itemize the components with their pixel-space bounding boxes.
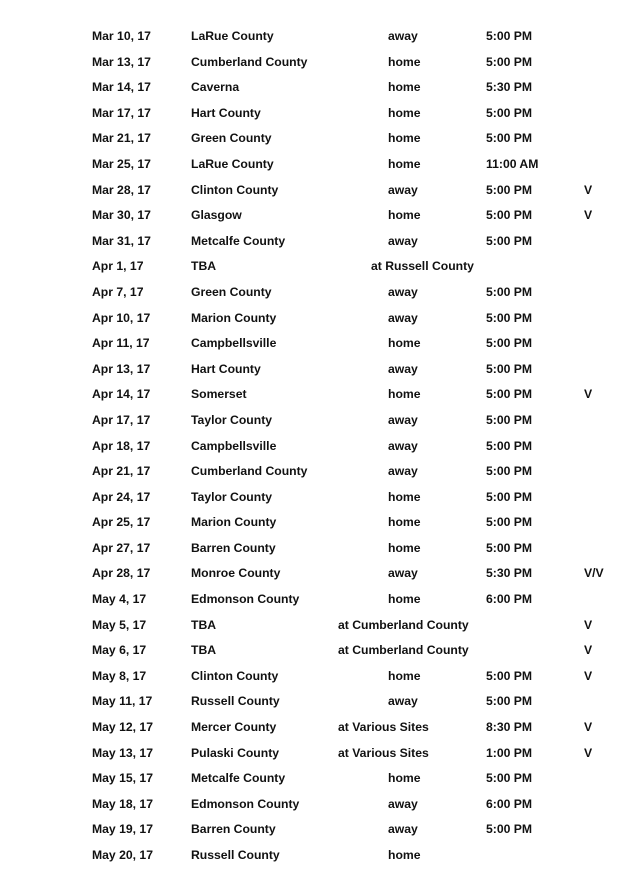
game-location: home xyxy=(388,156,421,171)
game-date: Mar 28, 17 xyxy=(92,182,151,197)
opponent-name: Campbellsville xyxy=(191,438,277,453)
opponent-name: Pulaski County xyxy=(191,745,280,760)
game-note: V xyxy=(584,643,593,658)
game-location: away xyxy=(388,796,418,811)
schedule-row xyxy=(0,178,640,204)
schedule-row xyxy=(0,24,640,50)
opponent-name: Cumberland County xyxy=(191,54,308,69)
game-date: May 13, 17 xyxy=(92,745,153,760)
game-date: May 20, 17 xyxy=(92,848,153,862)
schedule-row xyxy=(0,50,640,76)
schedule-row xyxy=(0,280,640,306)
game-date: Mar 10, 17 xyxy=(92,29,151,43)
game-location: home xyxy=(388,515,421,530)
schedule-row xyxy=(0,766,640,792)
opponent-name: Cumberland County xyxy=(191,464,308,479)
game-date: Apr 21, 17 xyxy=(92,464,151,479)
opponent-name: TBA xyxy=(191,259,217,274)
schedule-row xyxy=(0,306,640,332)
game-date: Mar 25, 17 xyxy=(92,156,151,171)
game-date: Apr 17, 17 xyxy=(92,412,151,427)
schedule-row xyxy=(0,664,640,690)
game-location: at Cumberland County xyxy=(338,643,469,658)
game-location: away xyxy=(388,412,418,427)
game-location: home xyxy=(388,592,421,607)
game-location: home xyxy=(388,336,421,351)
game-location: home xyxy=(388,387,421,402)
game-date: Mar 14, 17 xyxy=(92,80,151,95)
opponent-name: Somerset xyxy=(191,387,247,402)
opponent-name: Barren County xyxy=(191,540,276,555)
opponent-name: Barren County xyxy=(191,822,276,837)
opponent-name: Hart County xyxy=(191,105,261,120)
game-location: home xyxy=(388,771,421,786)
game-time: 5:00 PM xyxy=(486,310,533,325)
opponent-name: Marion County xyxy=(191,515,277,530)
game-date: Mar 13, 17 xyxy=(92,54,151,69)
game-date: May 12, 17 xyxy=(92,720,153,735)
schedule-row xyxy=(0,331,640,357)
game-note: V xyxy=(584,387,593,402)
game-date: Mar 30, 17 xyxy=(92,208,151,223)
game-time: 5:00 PM xyxy=(486,489,533,504)
opponent-name: Clinton County xyxy=(191,182,279,197)
game-note: V/V xyxy=(584,566,604,581)
schedule-row xyxy=(0,434,640,460)
schedule-row xyxy=(0,152,640,178)
opponent-name: Green County xyxy=(191,284,272,299)
game-date: Apr 24, 17 xyxy=(92,489,151,504)
game-time: 8:30 PM xyxy=(486,720,533,735)
schedule-row xyxy=(0,408,640,434)
game-note: V xyxy=(584,720,593,735)
game-location: home xyxy=(388,540,421,555)
game-location: at Russell County xyxy=(371,259,474,274)
game-note: V xyxy=(584,617,593,632)
schedule-row xyxy=(0,382,640,408)
schedule-row xyxy=(0,459,640,485)
game-time: 11:00 AM xyxy=(486,156,539,171)
opponent-name: TBA xyxy=(191,643,217,658)
game-date: May 11, 17 xyxy=(92,694,153,709)
game-date: Apr 7, 17 xyxy=(92,284,144,299)
game-date: May 15, 17 xyxy=(92,771,153,786)
game-time: 5:30 PM xyxy=(486,566,533,581)
game-location: away xyxy=(388,310,418,325)
game-date: Apr 1, 17 xyxy=(92,259,144,274)
opponent-name: LaRue County xyxy=(191,156,274,171)
game-date: Apr 14, 17 xyxy=(92,387,151,402)
opponent-name: Hart County xyxy=(191,361,261,376)
game-note: V xyxy=(584,745,593,760)
game-date: Mar 21, 17 xyxy=(92,131,151,146)
game-time: 5:30 PM xyxy=(486,80,533,95)
game-time: 5:00 PM xyxy=(486,131,533,146)
game-location: home xyxy=(388,848,421,862)
game-date: Apr 13, 17 xyxy=(92,361,151,376)
game-location: home xyxy=(388,54,421,69)
game-location: away xyxy=(388,233,418,248)
game-time: 6:00 PM xyxy=(486,592,533,607)
opponent-name: Mercer County xyxy=(191,720,277,735)
game-date: May 6, 17 xyxy=(92,643,147,658)
game-time: 5:00 PM xyxy=(486,182,533,197)
game-date: Apr 28, 17 xyxy=(92,566,151,581)
opponent-name: Edmonson County xyxy=(191,796,300,811)
game-time: 5:00 PM xyxy=(486,515,533,530)
game-time: 5:00 PM xyxy=(486,233,533,248)
opponent-name: Russell County xyxy=(191,694,280,709)
game-location: home xyxy=(388,668,421,683)
game-time: 1:00 PM xyxy=(486,745,533,760)
game-note: V xyxy=(584,668,593,683)
game-date: Apr 25, 17 xyxy=(92,515,151,530)
game-time: 5:00 PM xyxy=(486,668,533,683)
schedule-row xyxy=(0,817,640,843)
game-time: 5:00 PM xyxy=(486,464,533,479)
schedule-row xyxy=(0,101,640,127)
game-location: at Cumberland County xyxy=(338,617,469,632)
opponent-name: Clinton County xyxy=(191,668,279,683)
opponent-name: Green County xyxy=(191,131,272,146)
game-location: away xyxy=(388,182,418,197)
game-date: Apr 18, 17 xyxy=(92,438,151,453)
game-time: 6:00 PM xyxy=(486,796,533,811)
schedule-table xyxy=(0,24,640,869)
opponent-name: Marion County xyxy=(191,310,277,325)
schedule-row xyxy=(0,741,640,767)
game-date: May 4, 17 xyxy=(92,592,147,607)
opponent-name: Taylor County xyxy=(191,489,273,504)
game-time: 5:00 PM xyxy=(486,284,533,299)
game-time: 5:00 PM xyxy=(486,412,533,427)
game-location: home xyxy=(388,80,421,95)
game-time: 5:00 PM xyxy=(486,694,533,709)
opponent-name: LaRue County xyxy=(191,29,274,43)
schedule-row xyxy=(0,75,640,101)
opponent-name: Edmonson County xyxy=(191,592,300,607)
opponent-name: Russell County xyxy=(191,848,280,862)
game-time: 5:00 PM xyxy=(486,208,533,223)
game-date: Apr 27, 17 xyxy=(92,540,151,555)
game-location: at Various Sites xyxy=(338,745,429,760)
game-time: 5:00 PM xyxy=(486,822,533,837)
schedule-row xyxy=(0,613,640,639)
game-location: away xyxy=(388,361,418,376)
game-date: Apr 10, 17 xyxy=(92,310,151,325)
schedule-row xyxy=(0,561,640,587)
game-location: home xyxy=(388,131,421,146)
game-location: away xyxy=(388,694,418,709)
game-date: May 8, 17 xyxy=(92,668,147,683)
schedule-row xyxy=(0,715,640,741)
game-location: home xyxy=(388,208,421,223)
opponent-name: TBA xyxy=(191,617,217,632)
game-note: V xyxy=(584,182,593,197)
game-location: home xyxy=(388,489,421,504)
schedule-row xyxy=(0,357,640,383)
game-time: 5:00 PM xyxy=(486,387,533,402)
game-date: Mar 31, 17 xyxy=(92,233,151,248)
game-location: at Various Sites xyxy=(338,720,429,735)
game-note: V xyxy=(584,208,593,223)
game-time: 5:00 PM xyxy=(486,105,533,120)
opponent-name: Monroe County xyxy=(191,566,281,581)
game-time: 5:00 PM xyxy=(486,438,533,453)
game-time: 5:00 PM xyxy=(486,336,533,351)
opponent-name: Caverna xyxy=(191,80,240,95)
game-time: 5:00 PM xyxy=(486,540,533,555)
game-location: away xyxy=(388,464,418,479)
schedule-row xyxy=(0,536,640,562)
game-time: 5:00 PM xyxy=(486,361,533,376)
game-time: 5:00 PM xyxy=(486,29,533,43)
schedule-row xyxy=(0,203,640,229)
game-date: Mar 17, 17 xyxy=(92,105,151,120)
game-location: away xyxy=(388,29,418,43)
opponent-name: Metcalfe County xyxy=(191,233,286,248)
opponent-name: Campbellsville xyxy=(191,336,277,351)
game-date: May 5, 17 xyxy=(92,617,147,632)
game-date: May 19, 17 xyxy=(92,822,153,837)
schedule-row xyxy=(0,689,640,715)
opponent-name: Taylor County xyxy=(191,412,273,427)
schedule-row xyxy=(0,229,640,255)
game-time: 5:00 PM xyxy=(486,54,533,69)
schedule-row xyxy=(0,638,640,664)
opponent-name: Glasgow xyxy=(191,208,242,223)
game-date: May 18, 17 xyxy=(92,796,153,811)
game-location: away xyxy=(388,438,418,453)
schedule-row xyxy=(0,126,640,152)
schedule-row xyxy=(0,587,640,613)
schedule-row xyxy=(0,843,640,869)
schedule-row xyxy=(0,510,640,536)
schedule-row xyxy=(0,485,640,511)
game-location: away xyxy=(388,566,418,581)
schedule-row xyxy=(0,254,640,280)
game-location: away xyxy=(388,284,418,299)
schedule-row xyxy=(0,792,640,818)
game-date: Apr 11, 17 xyxy=(92,336,150,351)
game-time: 5:00 PM xyxy=(486,771,533,786)
game-location: home xyxy=(388,105,421,120)
game-location: away xyxy=(388,822,418,837)
opponent-name: Metcalfe County xyxy=(191,771,286,786)
